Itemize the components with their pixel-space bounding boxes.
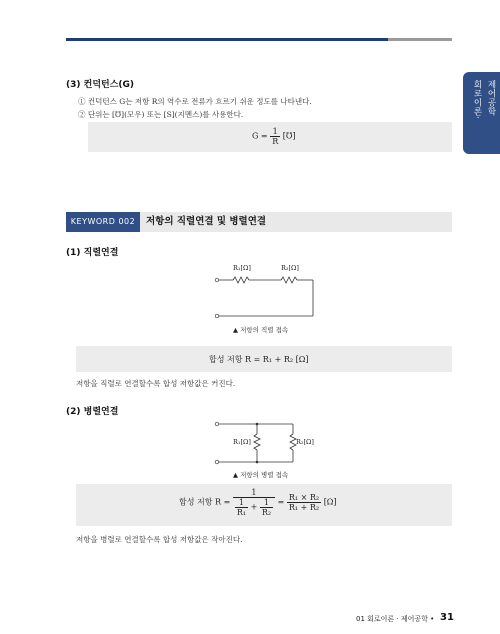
terminal-a <box>215 422 219 426</box>
parallel-plus: + <box>250 502 258 512</box>
parallel-note: 저항을 병렬로 연결할수록 합성 저항값은 작아진다. <box>76 535 243 544</box>
terminal-b <box>215 314 219 318</box>
parallel-caption: ▲ 저항의 병렬 접속 <box>233 471 289 479</box>
conductance-line-2: ② 단위는 [℧](모우) 또는 [S](지멘스)를 사용한다. <box>78 110 244 119</box>
parallel-resistor-1 <box>254 434 260 450</box>
parallel-formula-box <box>76 484 452 526</box>
section-heading-conductance: (3) 컨덕턴스(G) <box>66 80 135 90</box>
series-formula: 합성 저항 R = R₁ + R₂ [Ω] <box>209 355 309 364</box>
formula-unit: [℧] <box>282 131 296 141</box>
series-heading: (1) 직렬연결 <box>66 248 119 258</box>
parallel-inner2-num: 1 <box>260 498 273 508</box>
parallel-heading: (2) 병렬연결 <box>66 407 119 417</box>
series-r1-label: R₁[Ω] <box>233 264 251 272</box>
side-tab-label-2: 회로이론· <box>472 80 482 120</box>
parallel-inner2-den: R₂ <box>261 508 272 517</box>
parallel-inner1-den: R₁ <box>236 508 247 517</box>
series-r2-label: R₂[Ω] <box>281 264 299 272</box>
series-resistor-2 <box>281 277 297 283</box>
header-rule-gray <box>388 38 452 41</box>
terminal-a <box>215 278 219 282</box>
series-note: 저항을 직렬로 연결할수록 합성 저항값은 커진다. <box>76 379 236 388</box>
conductance-formula-box <box>88 122 452 152</box>
chapter-side-tab[interactable] <box>463 72 500 154</box>
series-resistor-1 <box>233 277 249 283</box>
parallel-formula-prefix: 합성 저항 R = <box>179 497 231 507</box>
footer-chapter: 01 회로이론 · 제어공학 • <box>356 615 435 623</box>
parallel-frac2-den: R₁ + R₂ <box>288 503 320 512</box>
keyword-tag: KEYWORD 002 <box>66 212 140 232</box>
terminal-b <box>215 460 219 464</box>
conductance-line-1: ① 컨덕턴스 G는 저항 R의 역수로 전류가 흐르기 쉬운 정도를 나타낸다. <box>78 97 312 106</box>
parallel-inner1-num: 1 <box>235 498 248 508</box>
parallel-frac1-num: 1 <box>233 488 275 498</box>
keyword-title: 저항의 직렬연결 및 병렬연결 <box>146 216 267 227</box>
formula-numerator: 1 <box>270 127 280 137</box>
parallel-unit: [Ω] <box>323 497 337 507</box>
parallel-r2-label: R₂[Ω] <box>296 438 314 446</box>
header-rule-blue <box>66 38 388 41</box>
series-caption: ▲ 저항의 직렬 접속 <box>233 326 289 334</box>
parallel-eq: = <box>277 497 285 507</box>
series-formula-box <box>76 346 452 372</box>
series-circuit-diagram <box>205 258 325 322</box>
parallel-frac2-num: R₁ × R₂ <box>288 493 320 502</box>
parallel-formula <box>179 488 337 517</box>
side-tab-label-1: 제어공학 <box>486 80 496 116</box>
conductance-formula <box>252 127 296 146</box>
page-number: 31 <box>440 612 454 623</box>
formula-denominator: R <box>272 137 279 146</box>
parallel-r1-label: R₁[Ω] <box>233 438 251 446</box>
formula-lhs: G = <box>252 131 268 141</box>
